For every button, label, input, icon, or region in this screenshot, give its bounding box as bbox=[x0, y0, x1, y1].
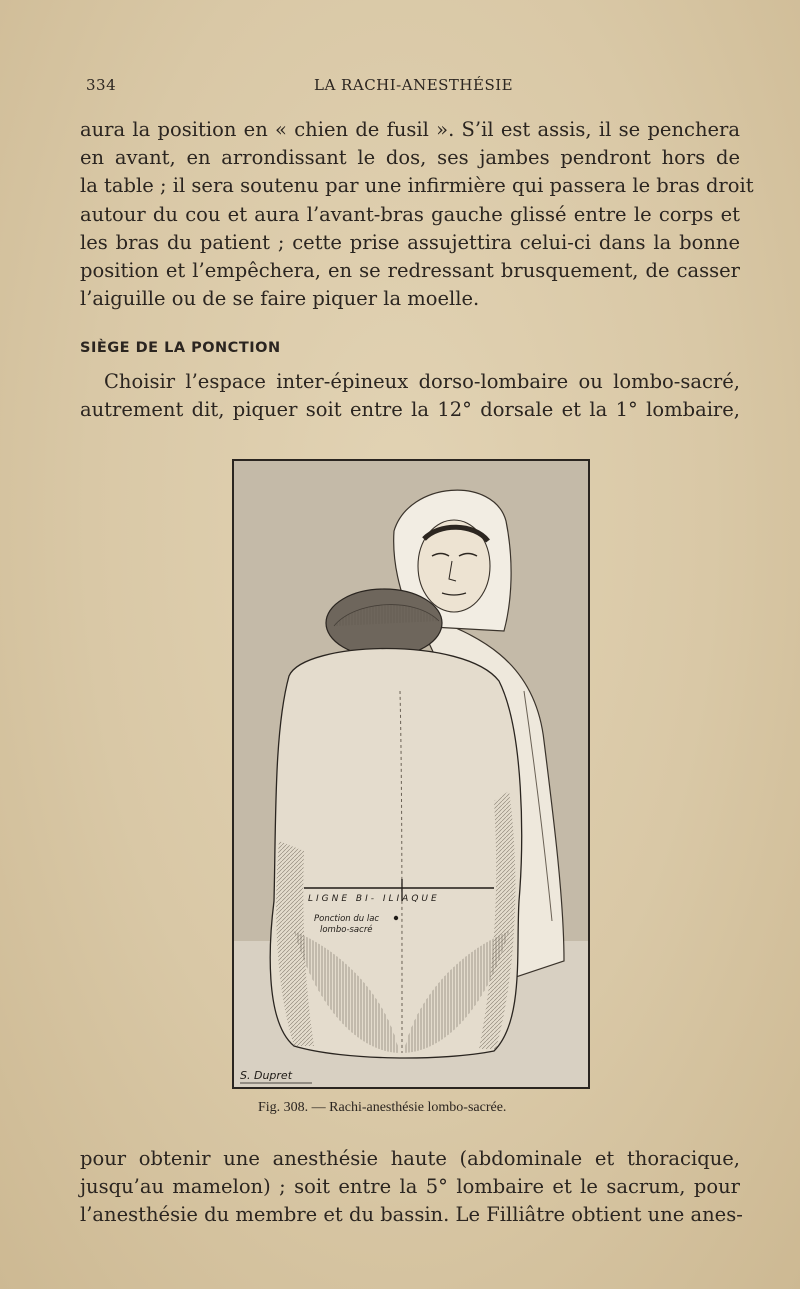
puncture-label-1: Ponction du lac bbox=[314, 914, 380, 924]
puncture-point bbox=[394, 916, 398, 920]
text-line: jusqu’au mamelon) ; soit entre la 5° lombaire et le sacrum, pour bbox=[80, 1175, 740, 1199]
paragraph-intro bbox=[80, 116, 754, 313]
text-line: aura la position en « chien de fusil ». S’il est assis, il se penchera bbox=[80, 118, 740, 141]
figure-caption: Fig. 308. — Rachi-anesthésie lombo-sacrée. bbox=[258, 1100, 507, 1115]
text-line: pour obtenir une anesthésie haute (abdominale et thoracique, bbox=[80, 1147, 740, 1170]
text-line: autour du cou et aura l’avant-bras gauche glissé entre le corps et bbox=[80, 202, 740, 226]
text-line: Choisir l’espace inter-épineux dorso-lombaire ou lombo-sacré, bbox=[104, 370, 740, 393]
running-title: LA RACHI-ANESTHÉSIE bbox=[314, 76, 514, 94]
text-line: la table ; il sera soutenu par une infirmière qui passera le bras droit bbox=[80, 174, 754, 198]
text-line: les bras du patient ; cette prise assujettira celui-ci dans la bonne bbox=[80, 230, 740, 254]
text-line: position et l’empêchera, en se redressant brusquement, de casser bbox=[80, 259, 740, 283]
bi-iliac-label: LIGNE BI- ILIAQUE bbox=[308, 894, 440, 904]
section-heading: SIÈGE DE LA PONCTION bbox=[80, 340, 281, 356]
artist-signature: S. Dupret bbox=[240, 1069, 293, 1082]
paragraph-continuation bbox=[80, 1145, 743, 1230]
text-line: l’aiguille ou de se faire piquer la moelle. bbox=[80, 287, 480, 311]
page-number: 334 bbox=[86, 76, 117, 94]
text-line: l’anesthésie du membre et du bassin. Le Filliâtre obtient une anes- bbox=[80, 1203, 743, 1227]
text-line: en avant, en arrondissant le dos, ses jambes pendront hors de bbox=[80, 146, 740, 170]
puncture-label-2: lombo-sacré bbox=[320, 925, 373, 935]
illustration-drawing bbox=[234, 461, 588, 1087]
page-header bbox=[86, 76, 740, 100]
paragraph-puncture-site bbox=[80, 368, 740, 424]
figure-illustration bbox=[232, 459, 590, 1089]
text-line: autrement dit, piquer soit entre la 12° dorsale et la 1° lombaire, bbox=[80, 398, 740, 422]
